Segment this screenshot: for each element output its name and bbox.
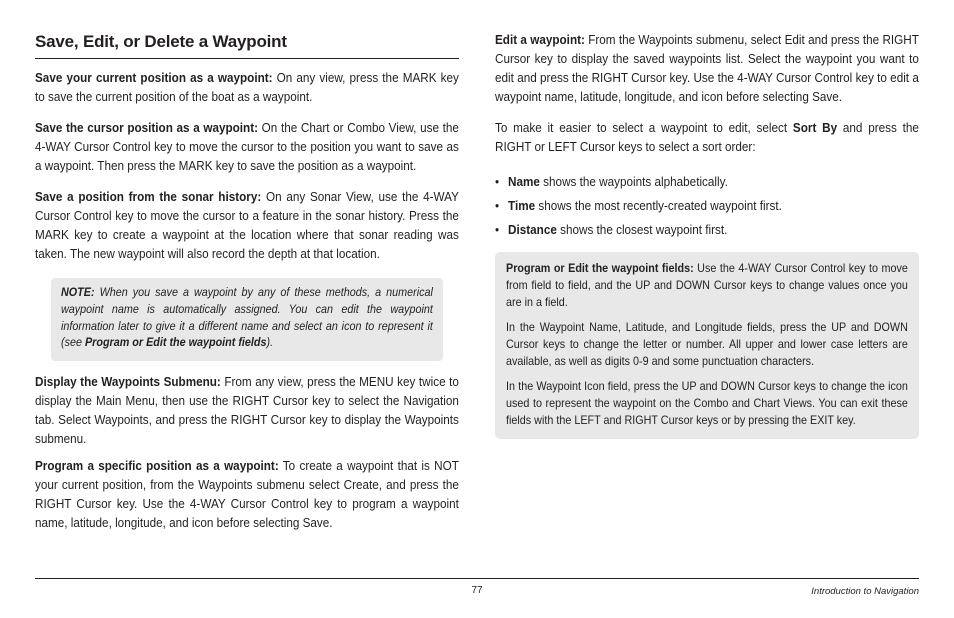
paragraph-edit-waypoint: Edit a waypoint: From the Waypoints submenu, select Edit and press the RIGHT Cursor key to display the saved waypoints list. Select the waypoint you want to edit and press the RIGHT Cursor key. Use the 4-WAY Cursor Control key to edit a waypoint name, latitude, longitude, and icon before selecting Save. [495,33,919,104]
sort-order-list [495,170,919,242]
lead-edit-waypoint: Edit a waypoint: [495,33,585,47]
paragraph-program-position: Program a specific position as a waypoint: To create a waypoint that is NOT your current position, from the Waypoints submenu select Create, and press the RIGHT Cursor key. Use the 4-WAY Cursor Control key to program a waypoint name, latitude, longitude, and icon before selecting Save. [35,459,459,531]
footer-divider [35,578,919,579]
bullet-icon: • [495,199,500,213]
note-text: NOTE: When you save a waypoint by any of these methods, a numerical waypoint name is automatically assigned. You can edit the waypoint information later to give it a different name and select an icon to represent it (see Program or Edit the waypoint fields). [61,286,433,350]
box-lead: Program or Edit the waypoint fields: [506,262,694,275]
footer-section-title: Introduction to Navigation [811,586,919,597]
left-column [35,30,459,533]
note-reference: Program or Edit the waypoint fields [84,336,267,350]
bullet-icon: • [495,223,500,237]
lead-program-position: Program a specific position as a waypoint: [35,459,279,474]
paragraph-save-current: Save your current position as a waypoint: On any view, press the MARK key to save the current position of the boat as a waypoint. [35,71,459,104]
lead-save-current: Save your current position as a waypoint: [35,71,273,85]
paragraph-sonar-history: Save a position from the sonar history: On any Sonar View, use the 4-WAY Cursor Control key to move the cursor to a feature in the sonar history. Press the MARK key to create a waypoint at the location where that sonar reading was taken. The new waypoint will also record the depth at that location. [35,190,459,261]
box-paragraph-3: In the Waypoint Icon field, press the UP and DOWN Cursor keys to change the icon used to represent the waypoint on the Combo and Chart Views. You can exit these fields with the LEFT and RIGHT Cursor keys or by pressing the EXIT key. [506,380,908,427]
paragraph-save-cursor: Save the cursor position as a waypoint: On the Chart or Combo View, use the 4-WAY Cursor Control key to move the cursor to the position you want to save as a waypoint. Then press the MARK key to save the position as a waypoint. [35,121,459,173]
list-item: • Time shows the most recently-created waypoint first. [495,194,932,218]
list-item: • Name shows the waypoints alphabetically. [495,170,932,194]
paragraph-sort-by: To make it easier to select a waypoint to edit, select Sort By and press the RIGHT or LEFT Cursor keys to select a sort order: [495,121,919,154]
note-box [51,278,443,361]
paragraph-display-submenu: Display the Waypoints Submenu: From any view, press the MENU key twice to display the Main Menu, then use the RIGHT Cursor key to select the Navigation tab. Select Waypoints, and press the RIGHT Cursor key to display the Waypoints submenu. [35,375,459,447]
page-number: 77 [471,585,483,596]
box-paragraph-2: In the Waypoint Name, Latitude, and Longitude fields, press the UP and DOWN Cursor keys to change the letter or number. All upper and lower case letters are available, as well as digits 0-9 and some punctuation characters. [506,321,908,368]
lead-save-cursor: Save the cursor position as a waypoint: [35,121,259,135]
right-column [495,30,919,439]
section-heading: Save, Edit, or Delete a Waypoint [35,30,459,59]
bullet-icon: • [495,175,500,189]
box-paragraph-1: Program or Edit the waypoint fields: Use the 4-WAY Cursor Control key to move from field to field, and the UP and DOWN Cursor keys to change values once you are in a field. [506,262,908,309]
lead-sonar-history: Save a position from the sonar history: [35,190,262,204]
sort-by-term: Sort By [792,121,838,135]
lead-display-submenu: Display the Waypoints Submenu: [35,375,221,390]
list-item: • Distance shows the closest waypoint first. [495,218,932,242]
program-edit-fields-box [495,252,919,439]
note-label: NOTE: [61,286,95,299]
